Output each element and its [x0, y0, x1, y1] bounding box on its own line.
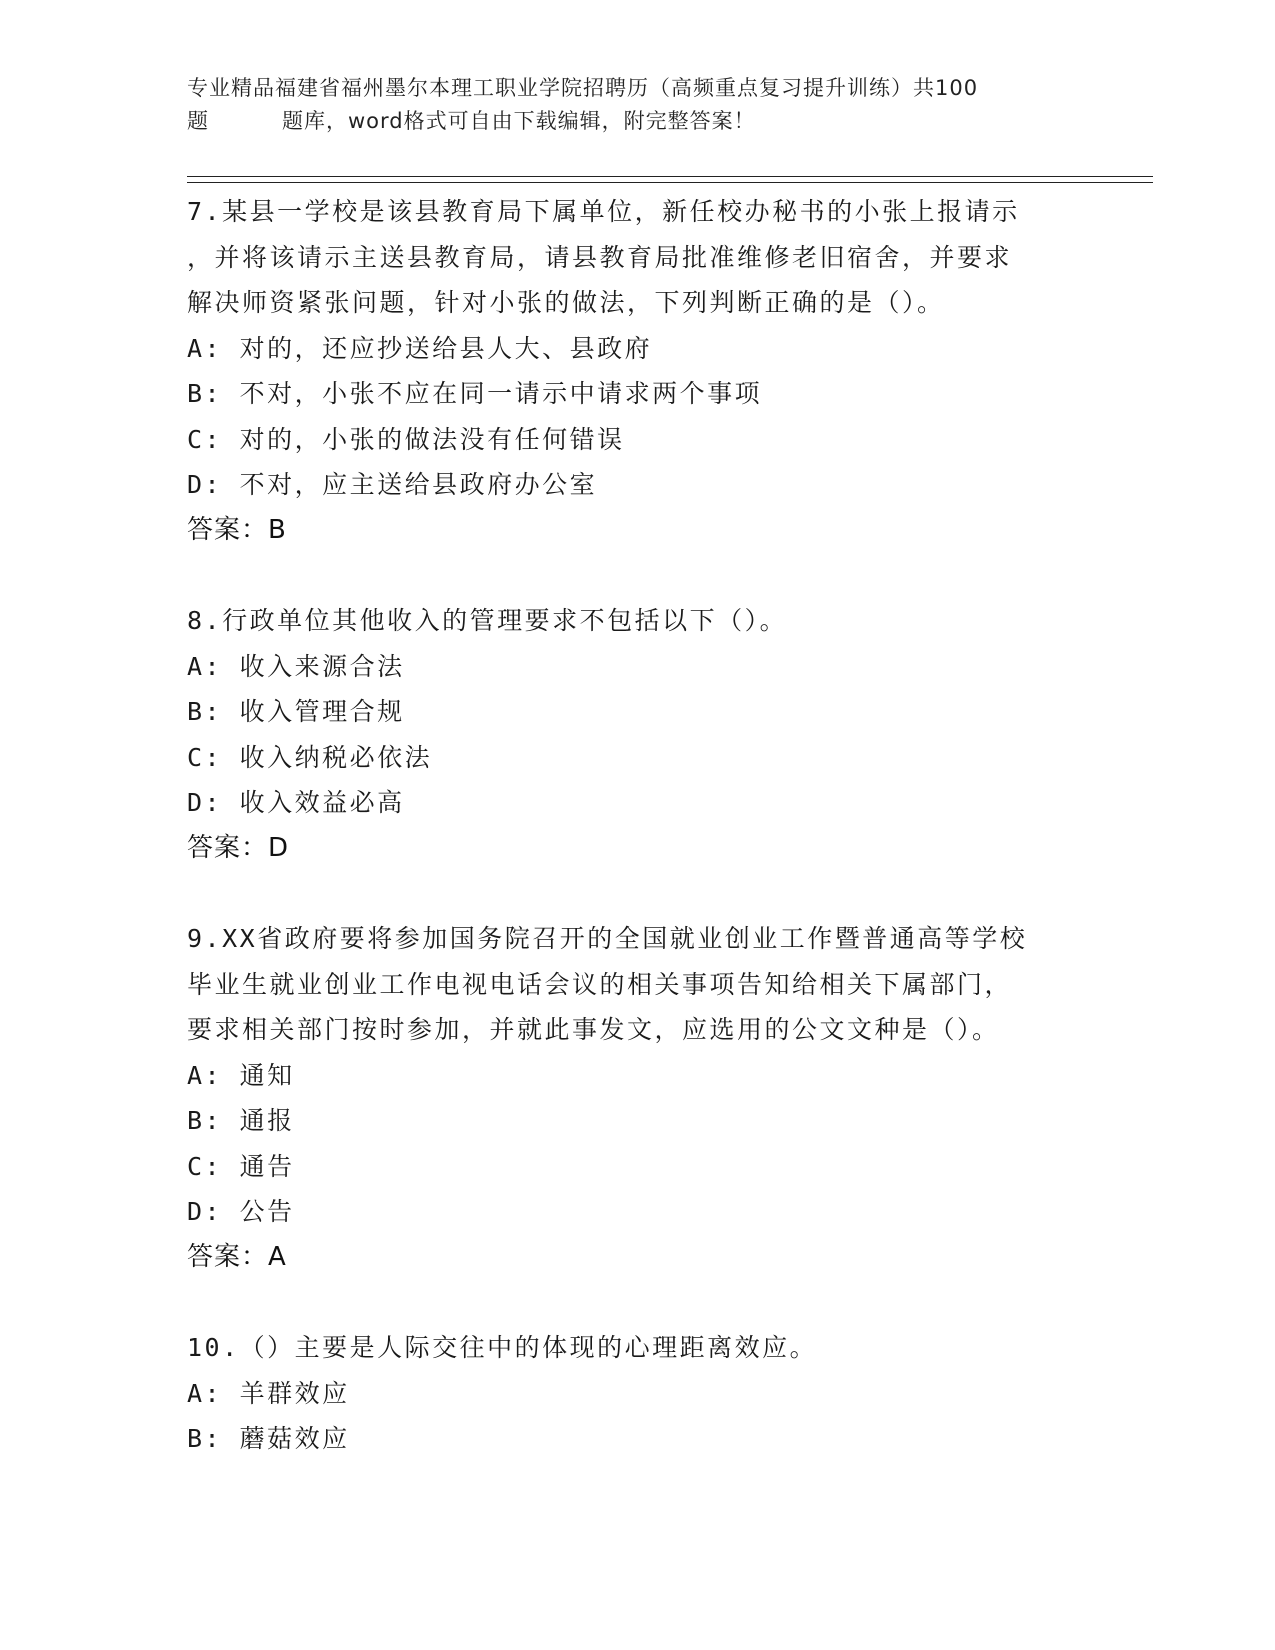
- option-a: A: 通知: [187, 1060, 295, 1090]
- option-d: D: 不对，应主送给县政府办公室: [187, 470, 598, 499]
- answer: 答案：B: [187, 514, 287, 545]
- option-d: D: 收入效益必高: [187, 788, 405, 817]
- question-8: [187, 598, 1087, 871]
- option-c: C: 通告: [187, 1151, 295, 1181]
- question-stem-line: 解决师资紧张问题，针对小张的做法，下列判断正确的是（）。: [187, 288, 945, 317]
- option-d: D: 公告: [187, 1197, 295, 1226]
- header-title-line2-start: 题: [187, 109, 209, 133]
- header-title-line1: 专业精品福建省福州墨尔本理工职业学院招聘历（高频重点复习提升训练）共100: [187, 76, 979, 100]
- option-a: A: 羊群效应: [187, 1378, 350, 1408]
- header-title-line2-rest: 题库，word格式可自由下载编辑，附完整答案！: [282, 109, 756, 133]
- option-c: C: 对的，小张的做法没有任何错误: [187, 424, 625, 454]
- option-a: A: 对的，还应抄送给县人大、县政府: [187, 333, 653, 363]
- header-title-line2: [187, 105, 1087, 138]
- question-7: [187, 189, 1087, 553]
- answer: 答案：A: [187, 1241, 287, 1272]
- question-spacer: [187, 553, 1087, 598]
- question-stem-line: 7.某县一学校是该县教育局下属单位，新任校办秘书的小张上报请示: [187, 197, 1020, 226]
- question-stem-line: 10.（）主要是人际交往中的体现的心理距离效应。: [187, 1333, 818, 1362]
- question-spacer: [187, 871, 1087, 916]
- question-9: [187, 916, 1087, 1280]
- questions-list: [187, 189, 1087, 1462]
- option-b: B: 通报: [187, 1106, 295, 1135]
- answer: 答案：D: [187, 832, 290, 863]
- question-stem-line: 毕业生就业创业工作电视电话会议的相关事项告知给相关下属部门，: [187, 969, 1013, 999]
- question-stem-line: 要求相关部门按时参加，并就此事发文，应选用的公文文种是（）。: [187, 1015, 1000, 1044]
- question-spacer: [187, 1280, 1087, 1325]
- option-b: B: 收入管理合规: [187, 697, 405, 726]
- option-a: A: 收入来源合法: [187, 651, 405, 681]
- option-c: C: 收入纳税必依法: [187, 742, 433, 772]
- question-stem-line: ，并将该请示主送县教育局，请县教育局批准维修老旧宿舍，并要求: [187, 242, 1013, 272]
- header-divider-bottom: [187, 182, 1153, 183]
- option-b: B: 不对，小张不应在同一请示中请求两个事项: [187, 379, 763, 408]
- header-divider-top: [187, 176, 1153, 177]
- question-10: [187, 1325, 1087, 1462]
- document-header: [187, 72, 1087, 138]
- question-stem-line: 9.XX省政府要将参加国务院召开的全国就业创业工作暨普通高等学校: [187, 924, 1028, 953]
- option-b: B: 蘑菇效应: [187, 1424, 350, 1453]
- question-stem-line: 8.行政单位其他收入的管理要求不包括以下（）。: [187, 606, 788, 635]
